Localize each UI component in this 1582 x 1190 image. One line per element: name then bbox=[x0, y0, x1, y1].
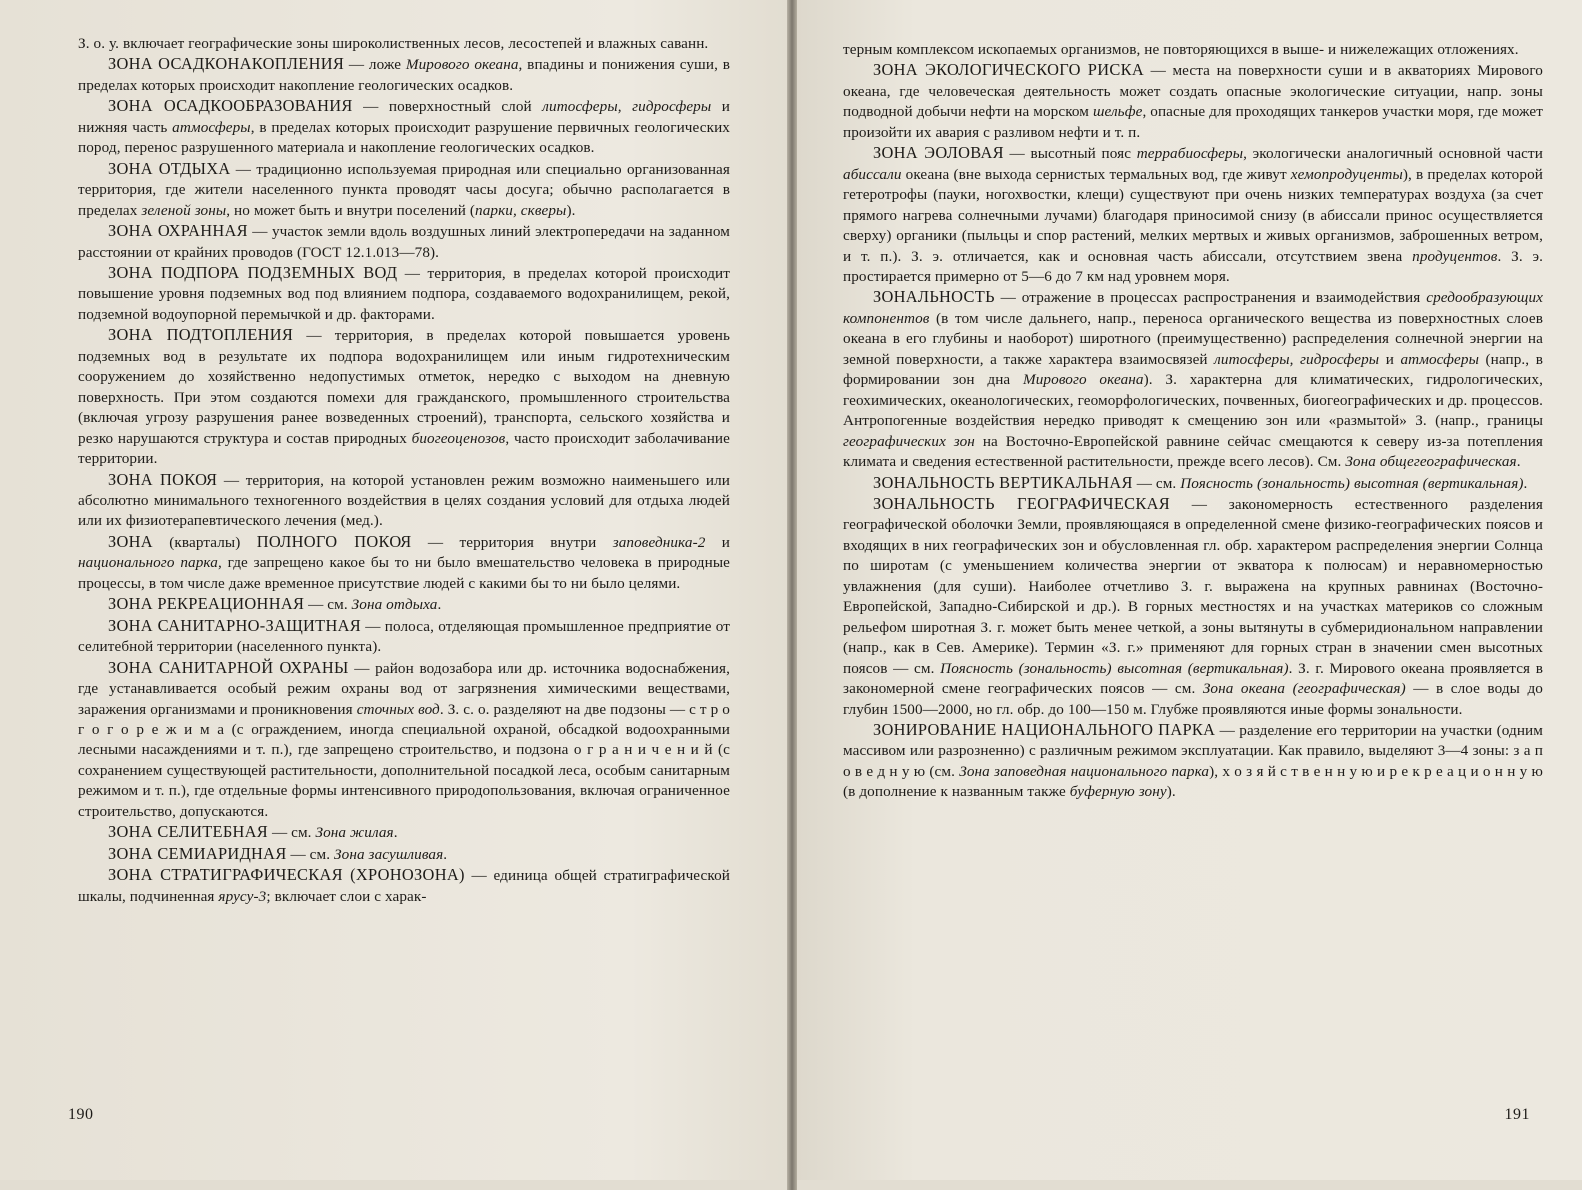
cross-reference: Зона отдыха bbox=[351, 596, 438, 614]
entry-text: — участок земли вдоль воздушных линий электропередачи на заданном расстоянии от крайних проводов (ГОСТ 12.1.013—78). bbox=[78, 223, 730, 261]
dictionary-entry bbox=[78, 532, 730, 594]
dictionary-entry bbox=[78, 594, 730, 615]
cross-reference: средообразующих компонентов bbox=[843, 289, 1543, 327]
right-page bbox=[797, 0, 1582, 1180]
dictionary-entry bbox=[78, 96, 730, 158]
entry-text: , но может быть и внутри поселений ( bbox=[226, 201, 476, 219]
cross-reference: заповедника-2 bbox=[612, 533, 706, 551]
entry-text: — см. bbox=[268, 824, 316, 842]
cross-reference: литосферы, гидросферы bbox=[1214, 350, 1380, 368]
entry-text: — высотный пояс bbox=[1003, 145, 1137, 163]
entry-text: . bbox=[437, 596, 442, 614]
cross-reference: хемопродуценты bbox=[1290, 165, 1403, 183]
book-gutter bbox=[787, 0, 797, 1190]
cross-reference: абиссали bbox=[843, 165, 902, 183]
dictionary-entry bbox=[78, 822, 730, 843]
cross-reference: географических зон bbox=[843, 432, 975, 450]
dictionary-entry bbox=[843, 473, 1543, 494]
cross-reference: продуцентов bbox=[1412, 247, 1498, 265]
cross-reference: террабиосферы bbox=[1136, 145, 1244, 163]
dictionary-entry bbox=[843, 143, 1543, 287]
entry-term: ЗОНА ПОКОЯ bbox=[108, 469, 218, 489]
entry-continuation bbox=[78, 34, 730, 54]
entry-term: ЗОНАЛЬНОСТЬ ГЕОГРАФИЧЕСКАЯ bbox=[873, 493, 1170, 513]
cross-reference: национального парка bbox=[78, 554, 218, 572]
entry-text: — в слое воды до глубин 1500—2000, но гл. обр. до 100—150 м. Глубже проявляются иные формы зональности. bbox=[843, 680, 1543, 718]
entry-text: — ложе bbox=[344, 56, 406, 74]
entry-text: на Восточно-Европейской равнине сейчас смещаются к северу из-за потепления климата и сведения естественной растительности, прежде всего лесов). См. bbox=[843, 432, 1544, 471]
entry-text: З. о. у. включает географические зоны широколиственных лесов, лесостепей и влажных саванн. bbox=[78, 35, 709, 52]
entry-text: — полоса, отделяющая промышленное предприятие от селитебной территории (населенного пункта). bbox=[78, 617, 730, 656]
entry-term: ЗОНА ПОДПОРА ПОДЗЕМНЫХ ВОД bbox=[108, 262, 398, 282]
cross-reference: атмосферы bbox=[172, 118, 251, 136]
cross-reference: Поясность (зональность) высотная (вертикальная) bbox=[940, 659, 1289, 677]
left-page bbox=[0, 0, 787, 1180]
entry-text: — территория внутри bbox=[411, 533, 613, 551]
entry-text: (кварталы) bbox=[152, 533, 257, 551]
entry-text: и нижняя часть bbox=[78, 98, 730, 136]
entry-term: ЗОНА ОСАДКООБРАЗОВАНИЯ bbox=[108, 96, 353, 116]
entry-text: — территория, в пределах которой происходит повышение уровня подземных вод под влиянием подпора, создаваемого водохранилищем, рекой, подземной водоупорной перемычкой и др. факторами. bbox=[78, 264, 730, 323]
entry-text: , часто происходит заболачивание территории. bbox=[78, 429, 730, 468]
entry-text: ), в пределах которой гетеротрофы (пауки, ногохвостки, клещи) существуют при очень низких температурах воздуха (за счет прямого нагрева солнечными лучами) благодаря приносимой снизу (в абиссали принос осуществляется сверху) органики (пыльцы и спор растений, мелких мертвых и живых организмов, заброшенных ветром, и т. п.). З. э. отличается, как и основная часть абиссали, отсутствием звена bbox=[843, 165, 1543, 265]
entry-term: ЗОНА ЭОЛОВАЯ bbox=[873, 143, 1004, 163]
entry-term: ЗОНА САНИТАРНО-ЗАЩИТНАЯ bbox=[108, 615, 361, 635]
cross-reference: Поясность (зональность) высотная (вертикальная) bbox=[1180, 474, 1524, 492]
entry-text: ). З. характерна для климатических, гидрологических, геохимических, океанологических, геоморфологических, почвенных, биогеографических и др. процессов. Антропогенные воздействия нередко приводят к смещению зон или «размытой» З. (напр., границы bbox=[843, 371, 1543, 430]
entry-text: (в том числе дальнего, напр., переноса органического вещества из поверхностных слоев океана в его глубины и наоборот) широтного (преимущественно) распределения солнечной энергии на земной поверхности, а также характера взаимосвязей bbox=[843, 309, 1543, 368]
dictionary-entry bbox=[78, 221, 730, 263]
entry-text: . bbox=[443, 845, 448, 863]
left-page-text bbox=[78, 34, 730, 907]
entry-term: ЗОНА ОХРАННАЯ bbox=[108, 221, 248, 241]
cross-reference: Зона жилая bbox=[315, 824, 394, 842]
cross-reference: Зона океана (географическая) bbox=[1202, 680, 1406, 698]
entry-text: . bbox=[1516, 453, 1521, 471]
entry-term: ЗОНАЛЬНОСТЬ bbox=[873, 287, 995, 307]
dictionary-entry bbox=[78, 616, 730, 658]
dictionary-entry bbox=[78, 658, 730, 823]
entry-term: ЗОНА ЭКОЛОГИЧЕСКОГО РИСКА bbox=[873, 60, 1144, 80]
entry-term: ЗОНА СЕЛИТЕБНАЯ bbox=[108, 822, 269, 842]
entry-text: — см. bbox=[304, 596, 352, 614]
dictionary-entry bbox=[843, 60, 1543, 143]
cross-reference: парки, скверы bbox=[475, 201, 567, 219]
cross-reference: Мирового океана bbox=[405, 56, 519, 74]
dictionary-entry bbox=[78, 263, 730, 325]
cross-reference: буферную зону bbox=[1069, 783, 1167, 801]
dictionary-entry bbox=[843, 720, 1543, 803]
cross-reference: Зона заповедная национального парка bbox=[959, 762, 1210, 780]
entry-text: — поверхностный слой bbox=[352, 98, 543, 116]
entry-text: , где запрещено какое бы то ни было вмешательство человека в природные процессы, в том числе даже временное присутствие людей с какими бы то ни было целями. bbox=[78, 554, 730, 592]
entry-text: и bbox=[705, 533, 731, 551]
entry-term: ПОЛНОГО ПОКОЯ bbox=[256, 531, 412, 551]
entry-text: ; включает слои с харак- bbox=[266, 887, 427, 905]
entry-text: ). bbox=[1166, 783, 1176, 801]
entry-text: . З. э. простирается примерно от 5—6 до 7 км над уровнем моря. bbox=[843, 247, 1543, 285]
dictionary-entry bbox=[78, 844, 730, 865]
left-page-number: 190 bbox=[68, 1106, 94, 1123]
cross-reference: Зона засушливая bbox=[334, 845, 444, 863]
entry-term: ЗОНА САНИТАРНОЙ ОХРАНЫ bbox=[108, 657, 349, 677]
entry-text: — район водозабора или др. источника водоснабжения, где устанавливается особый режим охраны вод от загрязнения химическими веществами, заражения организмами и проникновения bbox=[78, 659, 730, 718]
entry-text: и bbox=[1379, 350, 1401, 368]
entry-text: — места на поверхности суши и в акваториях Мирового океана, где человеческая деятельность может создать опасные экологические ситуации, напр. зоны подводной добычи нефти на морском bbox=[843, 62, 1543, 121]
dictionary-entry bbox=[78, 470, 730, 532]
entry-text: — единица общей стратиграфической шкалы, подчиненная bbox=[78, 867, 730, 905]
cross-reference: атмосферы bbox=[1400, 350, 1479, 368]
dictionary-entry bbox=[78, 54, 730, 96]
right-page-text bbox=[843, 40, 1543, 803]
entry-text: океана (вне выхода сернистых термальных вод, где живут bbox=[901, 165, 1291, 183]
entry-text: терным комплексом ископаемых организмов, не повторяющихся в выше- и нижележащих отложениях. bbox=[843, 41, 1519, 58]
entry-term: ЗОНА bbox=[108, 531, 153, 551]
dictionary-entry bbox=[843, 494, 1543, 720]
entry-text: — см. bbox=[286, 845, 334, 863]
entry-text: . bbox=[1523, 474, 1528, 492]
cross-reference: ярусу-3 bbox=[218, 887, 267, 905]
cross-reference: шельфе bbox=[1092, 103, 1143, 121]
entry-text: — разделение его территории на участки (одним массивом или разрозненно) с различным режимом эксплуатации. Как правило, выделяют 3—4 зоны: з а п о в е д н у ю (см. bbox=[843, 721, 1543, 780]
entry-text: , экологически аналогичный основной части bbox=[1243, 145, 1543, 163]
entry-text: — традиционно используемая природная или специально организованная территория, где жители населенного пункта проводят часы досуга; обычно располагается в пределах bbox=[78, 160, 730, 219]
cross-reference: биогеоценозов bbox=[411, 429, 506, 447]
cross-reference: Зона общегеографическая bbox=[1345, 453, 1517, 471]
entry-text: , опасные для проходящих танкеров участки моря, где может произойти их авария с разливом нефти и т. п. bbox=[843, 103, 1543, 141]
entry-text: — отражение в процессах распространения и взаимодействия bbox=[994, 289, 1427, 307]
dictionary-entry bbox=[843, 287, 1543, 472]
entry-text: ). bbox=[566, 201, 576, 219]
cross-reference: зеленой зоны bbox=[141, 201, 227, 219]
dictionary-entry bbox=[78, 159, 730, 221]
dictionary-entry bbox=[78, 865, 730, 907]
entry-text: , в пределах которых происходит разрушение первичных геологических пород, перенос разрушенного материала и накопление геологических осадков. bbox=[78, 118, 730, 157]
cross-reference: литосферы, гидросферы bbox=[542, 98, 712, 116]
cross-reference: Мирового океана bbox=[1022, 371, 1144, 389]
entry-term: ЗОНА РЕКРЕАЦИОННАЯ bbox=[108, 594, 305, 614]
entry-text: — территория, на которой установлен режим возможно наименьшего или абсолютно минимального техногенного воздействия в целях создания условий для отдыха людей или их физиотерапевтического лечения (мед.). bbox=[78, 471, 730, 530]
entry-term: ЗОНА ОСАДКОНАКОПЛЕНИЯ bbox=[108, 54, 345, 74]
entry-text: — закономерность естественного разделения географической оболочки Земли, проявляющаяся в определенной смене физико-географических поясов и входящих в них географических зон и обусловленная гл. обр. характером распределения энергии Солнца по широтам (с уменьшением количества энергии от экватора к полюсам) и неравномерностью увлажнения (для суши). Наиболее отчетливо З. г. выражена на крупных равнинах (Восточно-Европейской, Западно-Сибирской и др.). В горных местностях и на участках материков со сложным рельефом широтная З. г. может быть менее четкой, а зоны вытянуты в субмеридиональном направлении (напр., как в Сев. Америке). Термин «З. г.» применяют для горных стран в значении смен высотных поясов — см. bbox=[843, 495, 1543, 677]
entry-text: . З. г. Мирового океана проявляется в закономерной смене географических поясов — см. bbox=[843, 659, 1544, 698]
dictionary-entry bbox=[78, 325, 730, 469]
right-page-number: 191 bbox=[1504, 1106, 1530, 1123]
entry-text: — территория, в пределах которой повышается уровень подземных вод в результате их подпора водохранилищем или иным гидротехническим сооружением до хозяйственно недопустимых отметок, нередко с выходом на дневную поверхность. При этом создаются помехи для гражданского, промышленного строительства (включая угрозу разрушения ранее возведенных строений), транспорта, сельского хозяйства и резко нарушаются структура и состав природных bbox=[78, 327, 730, 447]
entry-term: ЗОНА ОТДЫХА bbox=[108, 158, 231, 178]
entry-text: — см. bbox=[1132, 474, 1181, 492]
entry-text: , впадины и понижения суши, в пределах которых происходит накопление геологических осадков. bbox=[78, 56, 730, 94]
cross-reference: сточных вод bbox=[356, 700, 440, 718]
entry-term: ЗОНА СТРАТИГРАФИЧЕСКАЯ (ХРОНОЗОНА) bbox=[108, 865, 465, 885]
entry-text: . bbox=[393, 824, 398, 842]
entry-term: ЗОНИРОВАНИЕ НАЦИОНАЛЬНОГО ПАРКА bbox=[873, 719, 1216, 739]
entry-continuation bbox=[843, 40, 1543, 60]
entry-text: ), х о з я й с т в е н н у ю и р е к р е а ц и о н н у ю (в дополнение к названным также bbox=[843, 762, 1543, 801]
entry-term: ЗОНА СЕМИАРИДНАЯ bbox=[108, 843, 287, 863]
entry-term: ЗОНАЛЬНОСТЬ ВЕРТИКАЛЬНАЯ bbox=[873, 472, 1133, 492]
entry-text: . З. с. о. разделяют на две подзоны — с т р о г о г о р е ж и м а (с ограждением, иногда специальной охраной, обсадкой водоохранными лесными насаждениями и т. п.), где запрещено строительство, и подзона о г р а н и ч е н и й (с сохранением существующей растительности, дополнительной посадкой леса, особым санитарным режимом и т. п.), где отдельные формы интенсивного природопользования, включая ограниченное строительство, допускаются. bbox=[78, 700, 730, 820]
entry-text: (напр., в формировании зон дна bbox=[843, 350, 1543, 389]
entry-term: ЗОНА ПОДТОПЛЕНИЯ bbox=[108, 325, 294, 345]
